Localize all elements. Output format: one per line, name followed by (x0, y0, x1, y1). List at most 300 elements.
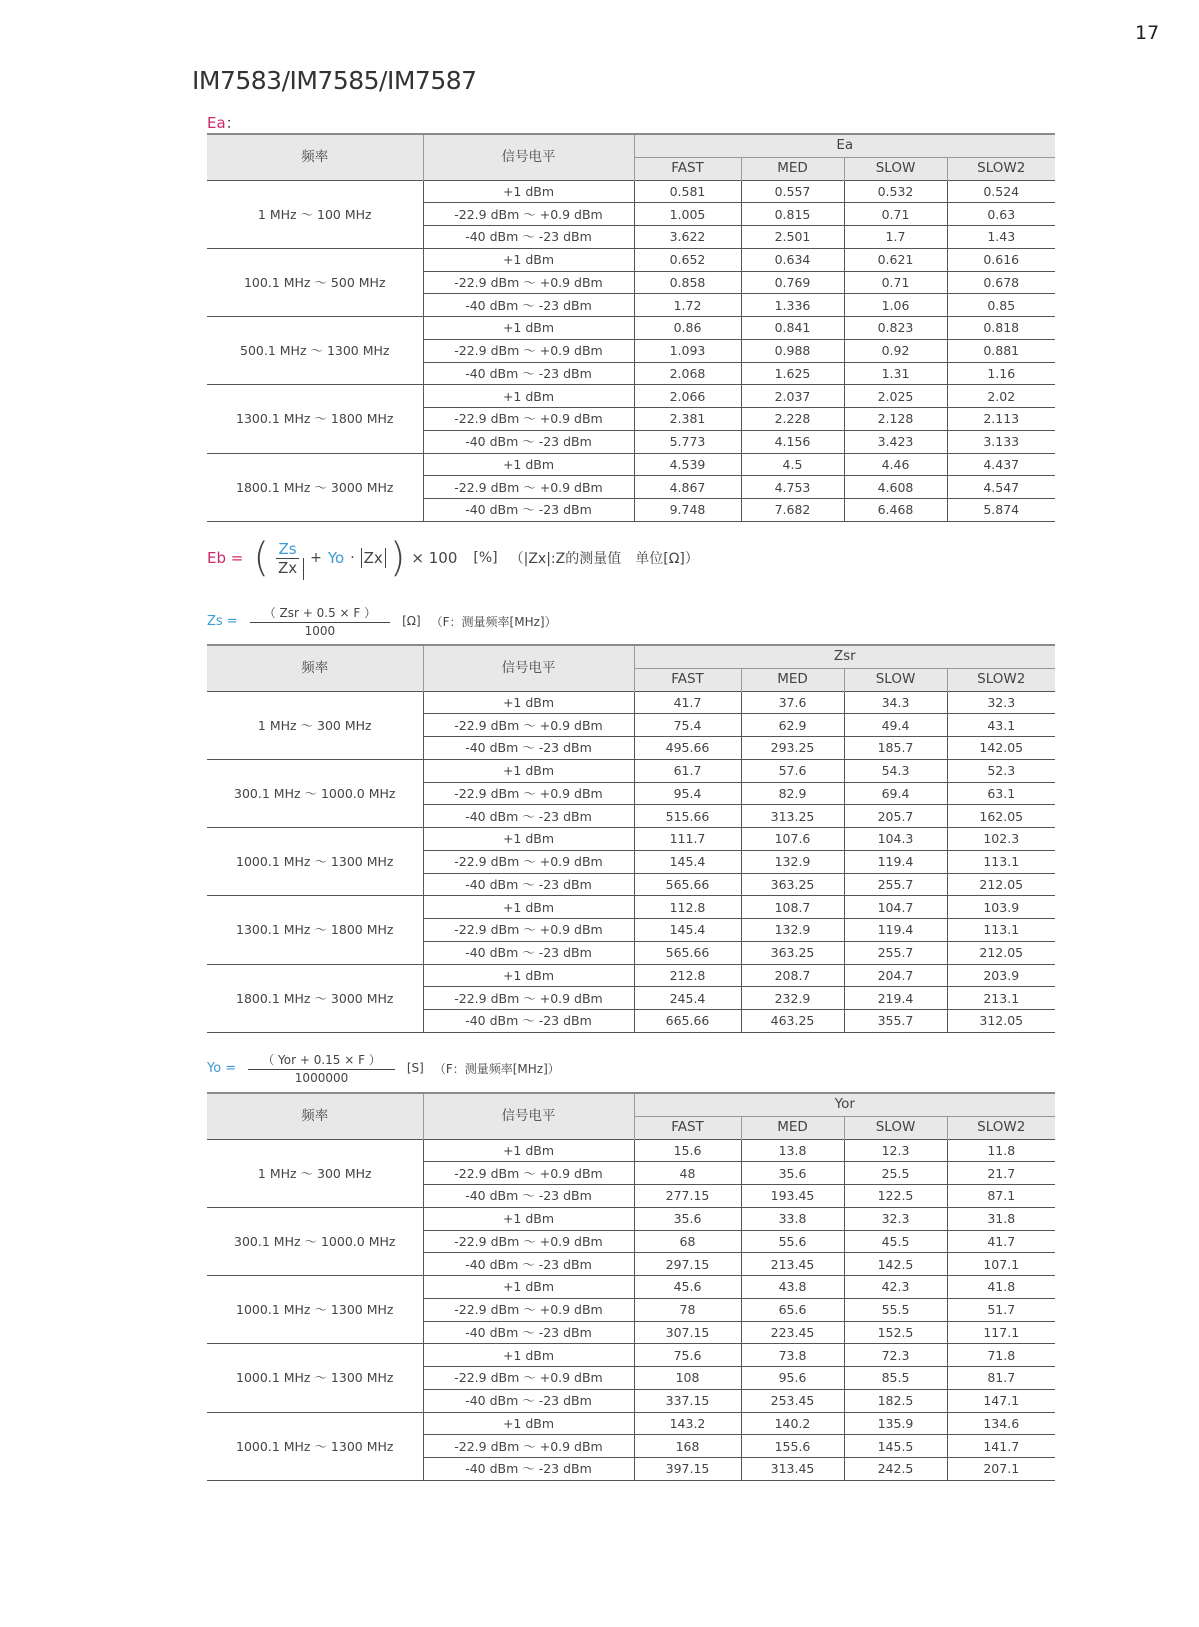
signal-level-cell: -40 dBm ～ -23 dBm (423, 226, 634, 249)
column-header-speed: SLOW2 (947, 1116, 1055, 1139)
value-cell: 0.71 (844, 271, 947, 294)
ea-table (207, 133, 1055, 522)
value-cell: 313.45 (741, 1458, 844, 1481)
value-cell: 363.25 (741, 941, 844, 964)
value-cell: 87.1 (947, 1185, 1055, 1208)
frequency-band-cell: 1000.1 MHz ～ 1300 MHz (207, 1344, 423, 1412)
zsr-table (207, 644, 1055, 1033)
value-cell: 111.7 (634, 828, 741, 851)
value-cell: 72.3 (844, 1344, 947, 1367)
value-cell: 4.46 (844, 453, 947, 476)
value-cell: 1.7 (844, 226, 947, 249)
frequency-band-cell: 1300.1 MHz ～ 1800 MHz (207, 385, 423, 453)
value-cell: 85.5 (844, 1367, 947, 1390)
value-cell: 142.05 (947, 737, 1055, 760)
value-cell: 297.15 (634, 1253, 741, 1276)
value-cell: 143.2 (634, 1412, 741, 1435)
value-cell: 134.6 (947, 1412, 1055, 1435)
value-cell: 37.6 (741, 691, 844, 714)
value-cell: 61.7 (634, 759, 741, 782)
value-cell: 25.5 (844, 1162, 947, 1185)
column-header-freq: 频率 (207, 1093, 423, 1139)
value-cell: 355.7 (844, 1010, 947, 1033)
value-cell: 0.71 (844, 203, 947, 226)
signal-level-cell: -40 dBm ～ -23 dBm (423, 1321, 634, 1344)
signal-level-cell: -40 dBm ～ -23 dBm (423, 1185, 634, 1208)
eb-times: × 100 (411, 549, 458, 567)
value-cell: 219.4 (844, 987, 947, 1010)
eb-formula-lhs: Eb = (207, 549, 244, 567)
value-cell: 55.5 (844, 1298, 947, 1321)
value-cell: 112.8 (634, 896, 741, 919)
value-cell: 0.769 (741, 271, 844, 294)
value-cell: 565.66 (634, 941, 741, 964)
yo-formula-lhs: Yo = (207, 1060, 237, 1076)
value-cell: 2.128 (844, 408, 947, 431)
value-cell: 255.7 (844, 941, 947, 964)
value-cell: 4.753 (741, 476, 844, 499)
value-cell: 204.7 (844, 964, 947, 987)
value-cell: 1.06 (844, 294, 947, 317)
table-row (207, 691, 1055, 714)
zs-formula-lhs: Zs = (207, 613, 238, 629)
signal-level-cell: -22.9 dBm ～ +0.9 dBm (423, 919, 634, 942)
signal-level-cell: -40 dBm ～ -23 dBm (423, 737, 634, 760)
value-cell: 42.3 (844, 1276, 947, 1299)
value-cell: 43.8 (741, 1276, 844, 1299)
value-cell: 51.7 (947, 1298, 1055, 1321)
signal-level-cell: -40 dBm ～ -23 dBm (423, 1458, 634, 1481)
value-cell: 108 (634, 1367, 741, 1390)
value-cell: 2.066 (634, 385, 741, 408)
column-header-level: 信号电平 (423, 134, 634, 180)
value-cell: 3.423 (844, 430, 947, 453)
value-cell: 15.6 (634, 1139, 741, 1162)
value-cell: 152.5 (844, 1321, 947, 1344)
value-cell: 33.8 (741, 1207, 844, 1230)
value-cell: 54.3 (844, 759, 947, 782)
value-cell: 1.336 (741, 294, 844, 317)
frequency-band-cell: 1000.1 MHz ～ 1300 MHz (207, 1276, 423, 1344)
column-header-speed: SLOW (844, 668, 947, 691)
value-cell: 68 (634, 1230, 741, 1253)
value-cell: 102.3 (947, 828, 1055, 851)
column-header-speed: FAST (634, 1116, 741, 1139)
value-cell: 255.7 (844, 873, 947, 896)
value-cell: 113.1 (947, 850, 1055, 873)
value-cell: 2.02 (947, 385, 1055, 408)
signal-level-cell: -22.9 dBm ～ +0.9 dBm (423, 987, 634, 1010)
signal-level-cell: -40 dBm ～ -23 dBm (423, 941, 634, 964)
frequency-band-cell: 1 MHz ～ 300 MHz (207, 691, 423, 759)
value-cell: 119.4 (844, 919, 947, 942)
column-header-speed: SLOW2 (947, 668, 1055, 691)
value-cell: 117.1 (947, 1321, 1055, 1344)
frequency-band-cell: 1 MHz ～ 300 MHz (207, 1139, 423, 1207)
value-cell: 45.6 (634, 1276, 741, 1299)
value-cell: 245.4 (634, 987, 741, 1010)
value-cell: 52.3 (947, 759, 1055, 782)
value-cell: 0.881 (947, 339, 1055, 362)
value-cell: 4.539 (634, 453, 741, 476)
value-cell: 41.7 (947, 1230, 1055, 1253)
value-cell: 4.437 (947, 453, 1055, 476)
column-header-level: 信号电平 (423, 645, 634, 691)
signal-level-cell: +1 dBm (423, 828, 634, 851)
signal-level-cell: +1 dBm (423, 1207, 634, 1230)
value-cell: 5.773 (634, 430, 741, 453)
yo-note: （F：测量频率[MHz]） (433, 1061, 560, 1076)
value-cell: 57.6 (741, 759, 844, 782)
value-cell: 75.4 (634, 714, 741, 737)
value-cell: 277.15 (634, 1185, 741, 1208)
signal-level-cell: -22.9 dBm ～ +0.9 dBm (423, 476, 634, 499)
value-cell: 0.815 (741, 203, 844, 226)
value-cell: 0.85 (947, 294, 1055, 317)
zs-denominator: 1000 (250, 622, 390, 638)
value-cell: 2.068 (634, 362, 741, 385)
value-cell: 32.3 (947, 691, 1055, 714)
value-cell: 2.501 (741, 226, 844, 249)
value-cell: 363.25 (741, 873, 844, 896)
column-header-freq: 频率 (207, 645, 423, 691)
page-title: IM7583/IM7585/IM7587 (192, 66, 477, 95)
value-cell: 65.6 (741, 1298, 844, 1321)
value-cell: 0.63 (947, 203, 1055, 226)
value-cell: 122.5 (844, 1185, 947, 1208)
column-header-speed: SLOW2 (947, 157, 1055, 180)
value-cell: 0.524 (947, 180, 1055, 203)
value-cell: 208.7 (741, 964, 844, 987)
value-cell: 1.093 (634, 339, 741, 362)
table-row (207, 248, 1055, 271)
value-cell: 242.5 (844, 1458, 947, 1481)
table-row (207, 385, 1055, 408)
ea-label-text: Ea (207, 114, 226, 132)
zs-numerator: （ Zsr + 0.5 × F ） (263, 606, 377, 620)
value-cell: 4.608 (844, 476, 947, 499)
value-cell: 2.113 (947, 408, 1055, 431)
frequency-band-cell: 1000.1 MHz ～ 1300 MHz (207, 828, 423, 896)
yo-denominator: 1000000 (248, 1069, 395, 1085)
value-cell: 62.9 (741, 714, 844, 737)
value-cell: 103.9 (947, 896, 1055, 919)
value-cell: 3.622 (634, 226, 741, 249)
eb-plus: + (310, 550, 322, 566)
table-row (207, 964, 1055, 987)
signal-level-cell: -40 dBm ～ -23 dBm (423, 294, 634, 317)
value-cell: 1.43 (947, 226, 1055, 249)
frequency-band-cell: 1800.1 MHz ～ 3000 MHz (207, 453, 423, 521)
signal-level-cell: -22.9 dBm ～ +0.9 dBm (423, 714, 634, 737)
value-cell: 205.7 (844, 805, 947, 828)
column-header-speed: FAST (634, 668, 741, 691)
value-cell: 0.678 (947, 271, 1055, 294)
value-cell: 213.1 (947, 987, 1055, 1010)
value-cell: 307.15 (634, 1321, 741, 1344)
zs-formula (207, 604, 557, 638)
value-cell: 0.652 (634, 248, 741, 271)
frequency-band-cell: 1300.1 MHz ～ 1800 MHz (207, 896, 423, 964)
table-row (207, 1412, 1055, 1435)
value-cell: 32.3 (844, 1207, 947, 1230)
frequency-band-cell: 500.1 MHz ～ 1300 MHz (207, 317, 423, 385)
value-cell: 135.9 (844, 1412, 947, 1435)
value-cell: 155.6 (741, 1435, 844, 1458)
value-cell: 95.6 (741, 1367, 844, 1390)
value-cell: 11.8 (947, 1139, 1055, 1162)
value-cell: 1.31 (844, 362, 947, 385)
signal-level-cell: +1 dBm (423, 1344, 634, 1367)
ea-label-colon: ： (225, 114, 241, 132)
table-row (207, 317, 1055, 340)
signal-level-cell: -22.9 dBm ～ +0.9 dBm (423, 1162, 634, 1185)
value-cell: 0.858 (634, 271, 741, 294)
yo-fraction (248, 1051, 395, 1085)
value-cell: 3.133 (947, 430, 1055, 453)
value-cell: 95.4 (634, 782, 741, 805)
value-cell: 313.25 (741, 805, 844, 828)
value-cell: 73.8 (741, 1344, 844, 1367)
value-cell: 0.634 (741, 248, 844, 271)
column-group-header: Yor (634, 1093, 1055, 1116)
value-cell: 0.581 (634, 180, 741, 203)
value-cell: 107.6 (741, 828, 844, 851)
value-cell: 0.616 (947, 248, 1055, 271)
zs-fraction (250, 604, 390, 638)
table-row (207, 896, 1055, 919)
column-group-header: Zsr (634, 645, 1055, 668)
signal-level-cell: +1 dBm (423, 896, 634, 919)
value-cell: 5.874 (947, 499, 1055, 522)
ea-section-label (207, 112, 241, 133)
value-cell: 145.5 (844, 1435, 947, 1458)
value-cell: 132.9 (741, 919, 844, 942)
signal-level-cell: -22.9 dBm ～ +0.9 dBm (423, 271, 634, 294)
value-cell: 515.66 (634, 805, 741, 828)
value-cell: 107.1 (947, 1253, 1055, 1276)
value-cell: 4.547 (947, 476, 1055, 499)
value-cell: 45.5 (844, 1230, 947, 1253)
value-cell: 43.1 (947, 714, 1055, 737)
column-header-speed: SLOW (844, 1116, 947, 1139)
table-row (207, 1344, 1055, 1367)
value-cell: 13.8 (741, 1139, 844, 1162)
value-cell: 141.7 (947, 1435, 1055, 1458)
table-row (207, 180, 1055, 203)
value-cell: 168 (634, 1435, 741, 1458)
value-cell: 119.4 (844, 850, 947, 873)
table-row (207, 1207, 1055, 1230)
eb-zs: Zs (278, 539, 297, 558)
signal-level-cell: -22.9 dBm ～ +0.9 dBm (423, 1298, 634, 1321)
column-header-level: 信号电平 (423, 1093, 634, 1139)
signal-level-cell: -40 dBm ～ -23 dBm (423, 499, 634, 522)
value-cell: 212.05 (947, 941, 1055, 964)
signal-level-cell: +1 dBm (423, 964, 634, 987)
eb-dot: · (350, 550, 355, 566)
signal-level-cell: -22.9 dBm ～ +0.9 dBm (423, 782, 634, 805)
frequency-band-cell: 1000.1 MHz ～ 1300 MHz (207, 1412, 423, 1480)
value-cell: 108.7 (741, 896, 844, 919)
value-cell: 223.45 (741, 1321, 844, 1344)
table-row (207, 453, 1055, 476)
value-cell: 232.9 (741, 987, 844, 1010)
signal-level-cell: -40 dBm ～ -23 dBm (423, 873, 634, 896)
value-cell: 463.25 (741, 1010, 844, 1033)
value-cell: 1.16 (947, 362, 1055, 385)
column-header-freq: 频率 (207, 134, 423, 180)
value-cell: 182.5 (844, 1389, 947, 1412)
eb-yo: Yo (327, 549, 345, 567)
value-cell: 12.3 (844, 1139, 947, 1162)
value-cell: 34.3 (844, 691, 947, 714)
column-group-header: Ea (634, 134, 1055, 157)
eb-zx-den: Zx (277, 558, 298, 577)
table-row (207, 828, 1055, 851)
value-cell: 2.037 (741, 385, 844, 408)
value-cell: 71.8 (947, 1344, 1055, 1367)
value-cell: 397.15 (634, 1458, 741, 1481)
value-cell: 2.381 (634, 408, 741, 431)
value-cell: 0.557 (741, 180, 844, 203)
column-header-speed: MED (741, 157, 844, 180)
signal-level-cell: -40 dBm ～ -23 dBm (423, 1253, 634, 1276)
yo-numerator: （ Yor + 0.15 × F ） (262, 1053, 381, 1067)
eb-formula: Eb = ( $\frac{Zs}{Zx}$ + Yo · Zx ) × 100 [%] （|Zx|:Z的测量值 单位[Ω]） (207, 535, 699, 581)
value-cell: 495.66 (634, 737, 741, 760)
table-row (207, 1139, 1055, 1162)
signal-level-cell: +1 dBm (423, 180, 634, 203)
value-cell: 4.156 (741, 430, 844, 453)
signal-level-cell: +1 dBm (423, 453, 634, 476)
zs-note: （F：测量频率[MHz]） (430, 614, 557, 629)
value-cell: 1.72 (634, 294, 741, 317)
value-cell: 0.92 (844, 339, 947, 362)
value-cell: 7.682 (741, 499, 844, 522)
value-cell: 48 (634, 1162, 741, 1185)
value-cell: 140.2 (741, 1412, 844, 1435)
value-cell: 4.5 (741, 453, 844, 476)
value-cell: 253.45 (741, 1389, 844, 1412)
column-header-speed: MED (741, 1116, 844, 1139)
value-cell: 35.6 (741, 1162, 844, 1185)
value-cell: 49.4 (844, 714, 947, 737)
frequency-band-cell: 1 MHz ～ 100 MHz (207, 180, 423, 248)
signal-level-cell: +1 dBm (423, 385, 634, 408)
table-row (207, 759, 1055, 782)
value-cell: 78 (634, 1298, 741, 1321)
signal-level-cell: -22.9 dBm ～ +0.9 dBm (423, 1230, 634, 1253)
value-cell: 31.8 (947, 1207, 1055, 1230)
value-cell: 203.9 (947, 964, 1055, 987)
signal-level-cell: -22.9 dBm ～ +0.9 dBm (423, 203, 634, 226)
value-cell: 337.15 (634, 1389, 741, 1412)
value-cell: 63.1 (947, 782, 1055, 805)
value-cell: 0.532 (844, 180, 947, 203)
value-cell: 69.4 (844, 782, 947, 805)
zs-unit: [Ω] (402, 614, 421, 628)
frequency-band-cell: 100.1 MHz ～ 500 MHz (207, 248, 423, 316)
signal-level-cell: -40 dBm ～ -23 dBm (423, 1389, 634, 1412)
value-cell: 145.4 (634, 919, 741, 942)
eb-zs-over-zx (276, 540, 299, 577)
value-cell: 0.823 (844, 317, 947, 340)
value-cell: 1.005 (634, 203, 741, 226)
eb-unit: [%] (473, 550, 498, 566)
value-cell: 0.818 (947, 317, 1055, 340)
frequency-band-cell: 300.1 MHz ～ 1000.0 MHz (207, 1207, 423, 1275)
value-cell: 1.625 (741, 362, 844, 385)
signal-level-cell: +1 dBm (423, 1139, 634, 1162)
signal-level-cell: -22.9 dBm ～ +0.9 dBm (423, 850, 634, 873)
column-header-speed: SLOW (844, 157, 947, 180)
value-cell: 104.7 (844, 896, 947, 919)
value-cell: 213.45 (741, 1253, 844, 1276)
value-cell: 0.621 (844, 248, 947, 271)
yo-formula (207, 1051, 560, 1085)
signal-level-cell: -40 dBm ～ -23 dBm (423, 430, 634, 453)
value-cell: 0.86 (634, 317, 741, 340)
value-cell: 565.66 (634, 873, 741, 896)
signal-level-cell: -40 dBm ～ -23 dBm (423, 1010, 634, 1033)
value-cell: 104.3 (844, 828, 947, 851)
yo-unit: [S] (406, 1061, 424, 1075)
value-cell: 2.228 (741, 408, 844, 431)
value-cell: 185.7 (844, 737, 947, 760)
frequency-band-cell: 300.1 MHz ～ 1000.0 MHz (207, 759, 423, 827)
value-cell: 132.9 (741, 850, 844, 873)
value-cell: 293.25 (741, 737, 844, 760)
yor-table (207, 1092, 1055, 1481)
value-cell: 75.6 (634, 1344, 741, 1367)
eb-note: （|Zx|:Z的测量值 单位[Ω]） (509, 551, 699, 567)
value-cell: 0.988 (741, 339, 844, 362)
page-number: 17 (1135, 22, 1160, 44)
value-cell: 21.7 (947, 1162, 1055, 1185)
signal-level-cell: -40 dBm ～ -23 dBm (423, 805, 634, 828)
signal-level-cell: -22.9 dBm ～ +0.9 dBm (423, 408, 634, 431)
signal-level-cell: -40 dBm ～ -23 dBm (423, 362, 634, 385)
value-cell: 4.867 (634, 476, 741, 499)
table-row (207, 1276, 1055, 1299)
value-cell: 55.6 (741, 1230, 844, 1253)
value-cell: 113.1 (947, 919, 1055, 942)
signal-level-cell: +1 dBm (423, 759, 634, 782)
value-cell: 0.841 (741, 317, 844, 340)
value-cell: 212.05 (947, 873, 1055, 896)
value-cell: 193.45 (741, 1185, 844, 1208)
value-cell: 212.8 (634, 964, 741, 987)
value-cell: 162.05 (947, 805, 1055, 828)
signal-level-cell: +1 dBm (423, 1276, 634, 1299)
value-cell: 142.5 (844, 1253, 947, 1276)
frequency-band-cell: 1800.1 MHz ～ 3000 MHz (207, 964, 423, 1032)
value-cell: 665.66 (634, 1010, 741, 1033)
signal-level-cell: +1 dBm (423, 317, 634, 340)
value-cell: 41.8 (947, 1276, 1055, 1299)
value-cell: 81.7 (947, 1367, 1055, 1390)
signal-level-cell: -22.9 dBm ～ +0.9 dBm (423, 1367, 634, 1390)
value-cell: 9.748 (634, 499, 741, 522)
signal-level-cell: +1 dBm (423, 248, 634, 271)
value-cell: 145.4 (634, 850, 741, 873)
eb-zx-abs: Zx (361, 548, 386, 568)
signal-level-cell: +1 dBm (423, 691, 634, 714)
signal-level-cell: +1 dBm (423, 1412, 634, 1435)
column-header-speed: MED (741, 668, 844, 691)
value-cell: 312.05 (947, 1010, 1055, 1033)
